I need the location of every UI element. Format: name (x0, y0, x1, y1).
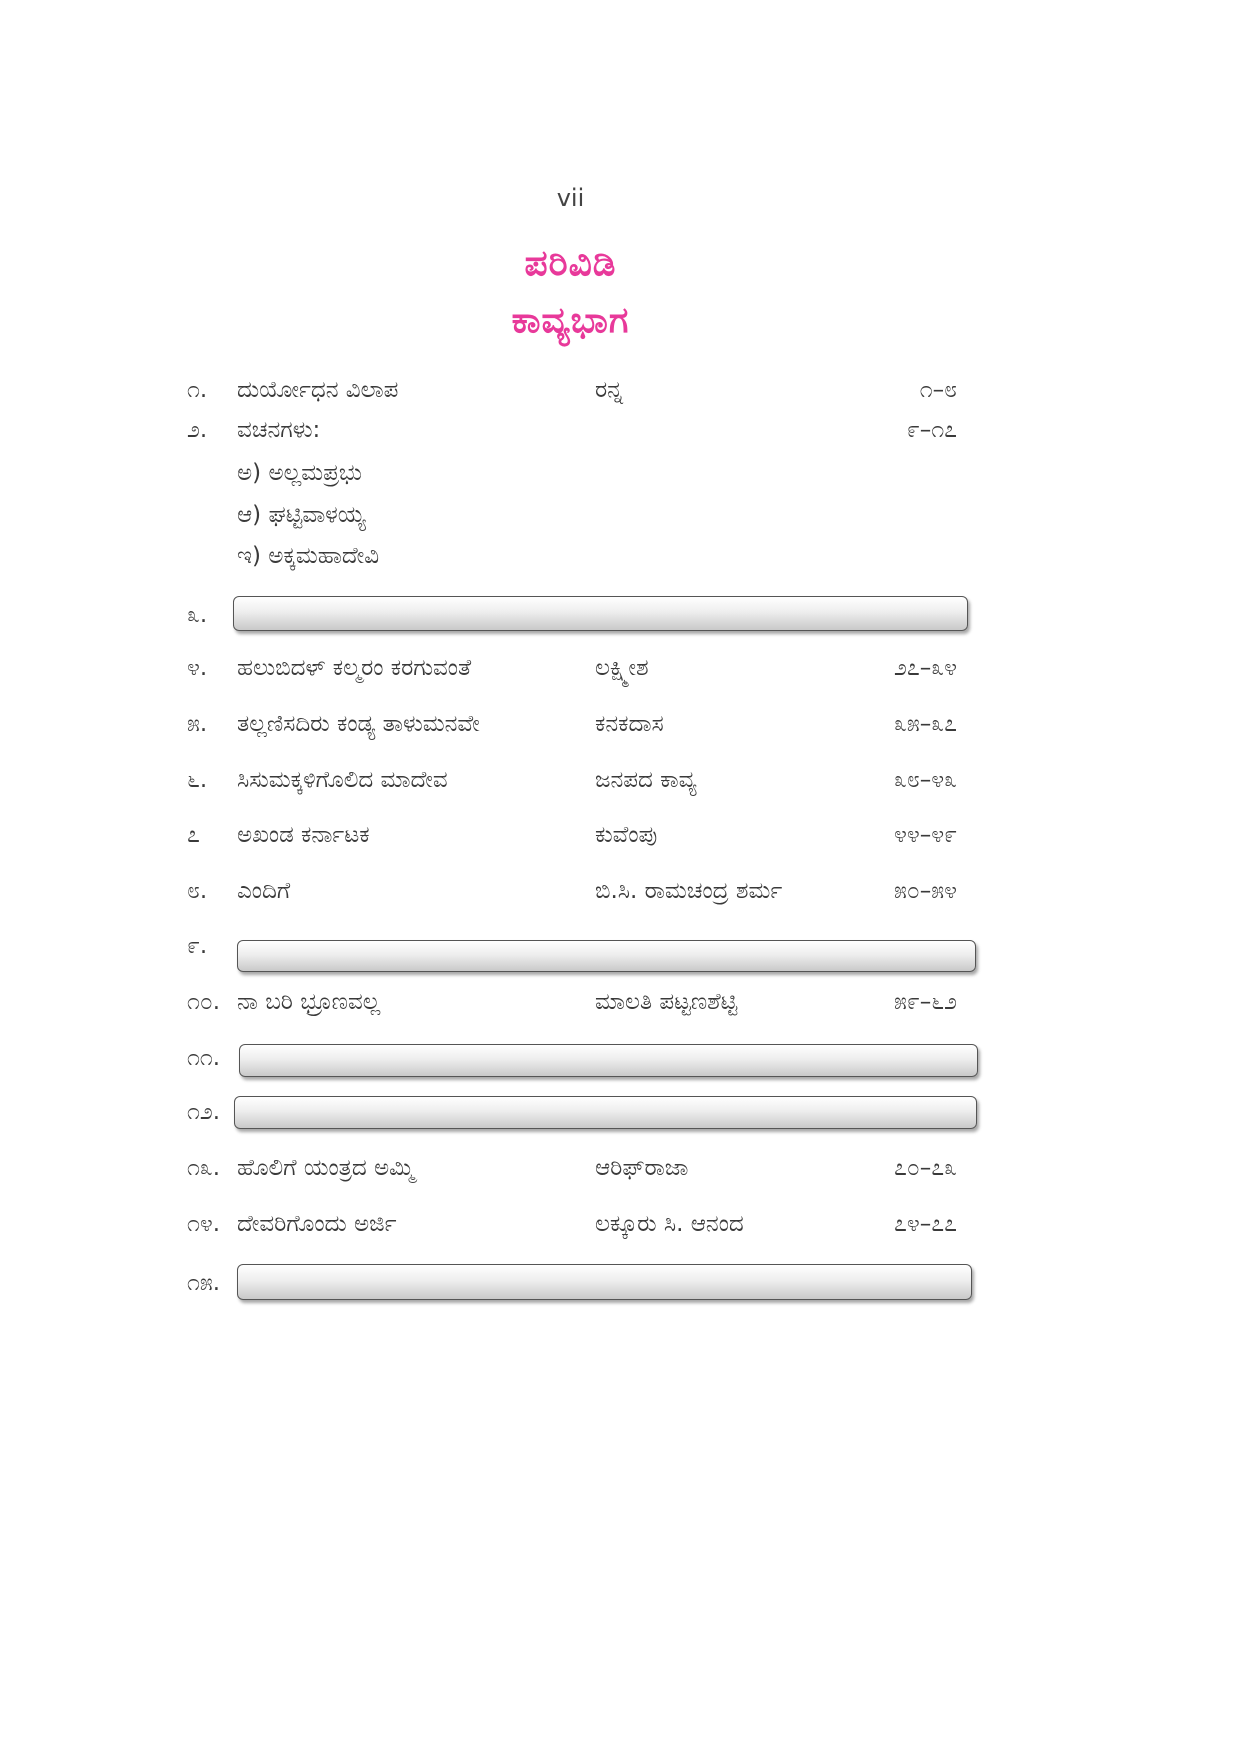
entry-pages: ೪೪–೪೯ (893, 822, 957, 848)
toc-entry-13 (187, 1150, 967, 1186)
toc-entry-2 (187, 412, 967, 448)
vachana-subitem-2: ಆ) ಘಟ್ಟಿವಾಳಯ್ಯ (237, 502, 366, 528)
entry-pages: ೩೫–೩೭ (893, 711, 957, 737)
entry-title: ಅಖಂಡ ಕರ್ನಾಟಕ (237, 822, 370, 848)
entry-pages: ೭೪–೭೭ (893, 1211, 957, 1237)
entry-title: ಹೊಲಿಗೆ ಯಂತ್ರದ ಅಮ್ಮಿ (237, 1155, 415, 1181)
entry-title: ಹಲುಬಿದಳ್ ಕಲ್ಮರಂ ಕರಗುವಂತೆ (237, 655, 472, 681)
entry-author: ಬಿ.ಸಿ. ರಾಮಚಂದ್ರ ಶರ್ಮ (595, 878, 783, 904)
entry-number: ೮. (187, 878, 208, 904)
toc-entry-1 (187, 372, 967, 408)
redaction-bar (239, 1044, 978, 1077)
redaction-bar (237, 1264, 972, 1300)
entry-number: ೧೫. (187, 1270, 221, 1296)
entry-number: ೧. (187, 377, 208, 403)
entry-title: ಎಂದಿಗೆ (237, 878, 291, 904)
entry-author: ಆರಿಫ್‌ರಾಜಾ (595, 1155, 689, 1181)
entry-number: ೩. (187, 602, 208, 628)
entry-number: ೨. (187, 417, 208, 443)
entry-pages: ೩೮–೪೩ (893, 767, 957, 793)
redaction-bar (237, 940, 976, 972)
entry-pages: ೫೦–೫೪ (893, 878, 957, 904)
toc-entry-7 (187, 817, 967, 853)
entry-number: ೧೪. (187, 1211, 221, 1237)
vachana-subitem-3: ಇ) ಅಕ್ಕಮಹಾದೇವಿ (237, 543, 380, 569)
entry-number: ೧೧. (187, 1045, 221, 1071)
entry-pages: ೯–೧೭ (906, 417, 957, 443)
page-number: vii (556, 184, 585, 212)
entry-author: ಕನಕದಾಸ (595, 711, 664, 737)
entry-number: ೭ (187, 822, 200, 848)
entry-number: ೧೩. (187, 1155, 221, 1181)
poetry-section-heading: ಕಾವ್ಯಭಾಗ (511, 300, 630, 341)
entry-title: ವಚನಗಳು: (237, 417, 321, 443)
toc-entry-5 (187, 706, 967, 742)
entry-title: ತಲ್ಲಣಿಸದಿರು ಕಂಡ್ಯ ತಾಳುಮನವೇ (237, 711, 480, 737)
contents-heading: ಪರಿವಿಡಿ (524, 243, 617, 284)
entry-number: ೪. (187, 655, 208, 681)
entry-author: ಲಕ್ಷ್ಮೀಶ (595, 655, 649, 681)
toc-entry-14 (187, 1206, 967, 1242)
entry-pages: ೨೭–೩೪ (893, 655, 957, 681)
entry-author: ಮಾಲತಿ ಪಟ್ಟಣಶೆಟ್ಟಿ (595, 989, 738, 1015)
entry-title: ನಾ ಬರಿ ಭ್ರೂಣವಲ್ಲ (237, 989, 381, 1015)
toc-entry-4 (187, 650, 967, 686)
vachana-subitem-1: ಅ) ಅಲ್ಲಮಪ್ರಭು (237, 460, 362, 486)
entry-pages: ೫೯–೬೨ (893, 989, 957, 1015)
entry-number: ೧೦. (187, 989, 221, 1015)
entry-title: ದೇವರಿಗೊಂದು ಅರ್ಜಿ (237, 1211, 397, 1237)
entry-number: ೫. (187, 711, 208, 737)
toc-entry-8 (187, 873, 967, 909)
entry-number: ೬. (187, 767, 208, 793)
entry-number: ೧೨. (187, 1099, 221, 1125)
redaction-bar (233, 596, 968, 631)
entry-number: ೯. (187, 933, 208, 959)
entry-title: ದುರ್ಯೋಧನ ವಿಲಾಪ (237, 377, 399, 403)
entry-pages: ೧–೮ (919, 377, 957, 403)
entry-author: ಕುವೆಂಪು (595, 822, 658, 848)
toc-entry-10 (187, 984, 967, 1020)
entry-author: ಲಕ್ಕೂರು ಸಿ. ಆನಂದ (595, 1211, 744, 1237)
entry-title: ಸಿಸುಮಕ್ಕಳಿಗೊಲಿದ ಮಾದೇವ (237, 767, 448, 793)
redaction-bar (234, 1096, 977, 1129)
entry-author: ಜನಪದ ಕಾವ್ಯ (595, 767, 697, 793)
entry-author: ರನ್ನ (595, 377, 624, 403)
toc-entry-6 (187, 762, 967, 798)
entry-pages: ೭೦–೭೩ (893, 1155, 957, 1181)
